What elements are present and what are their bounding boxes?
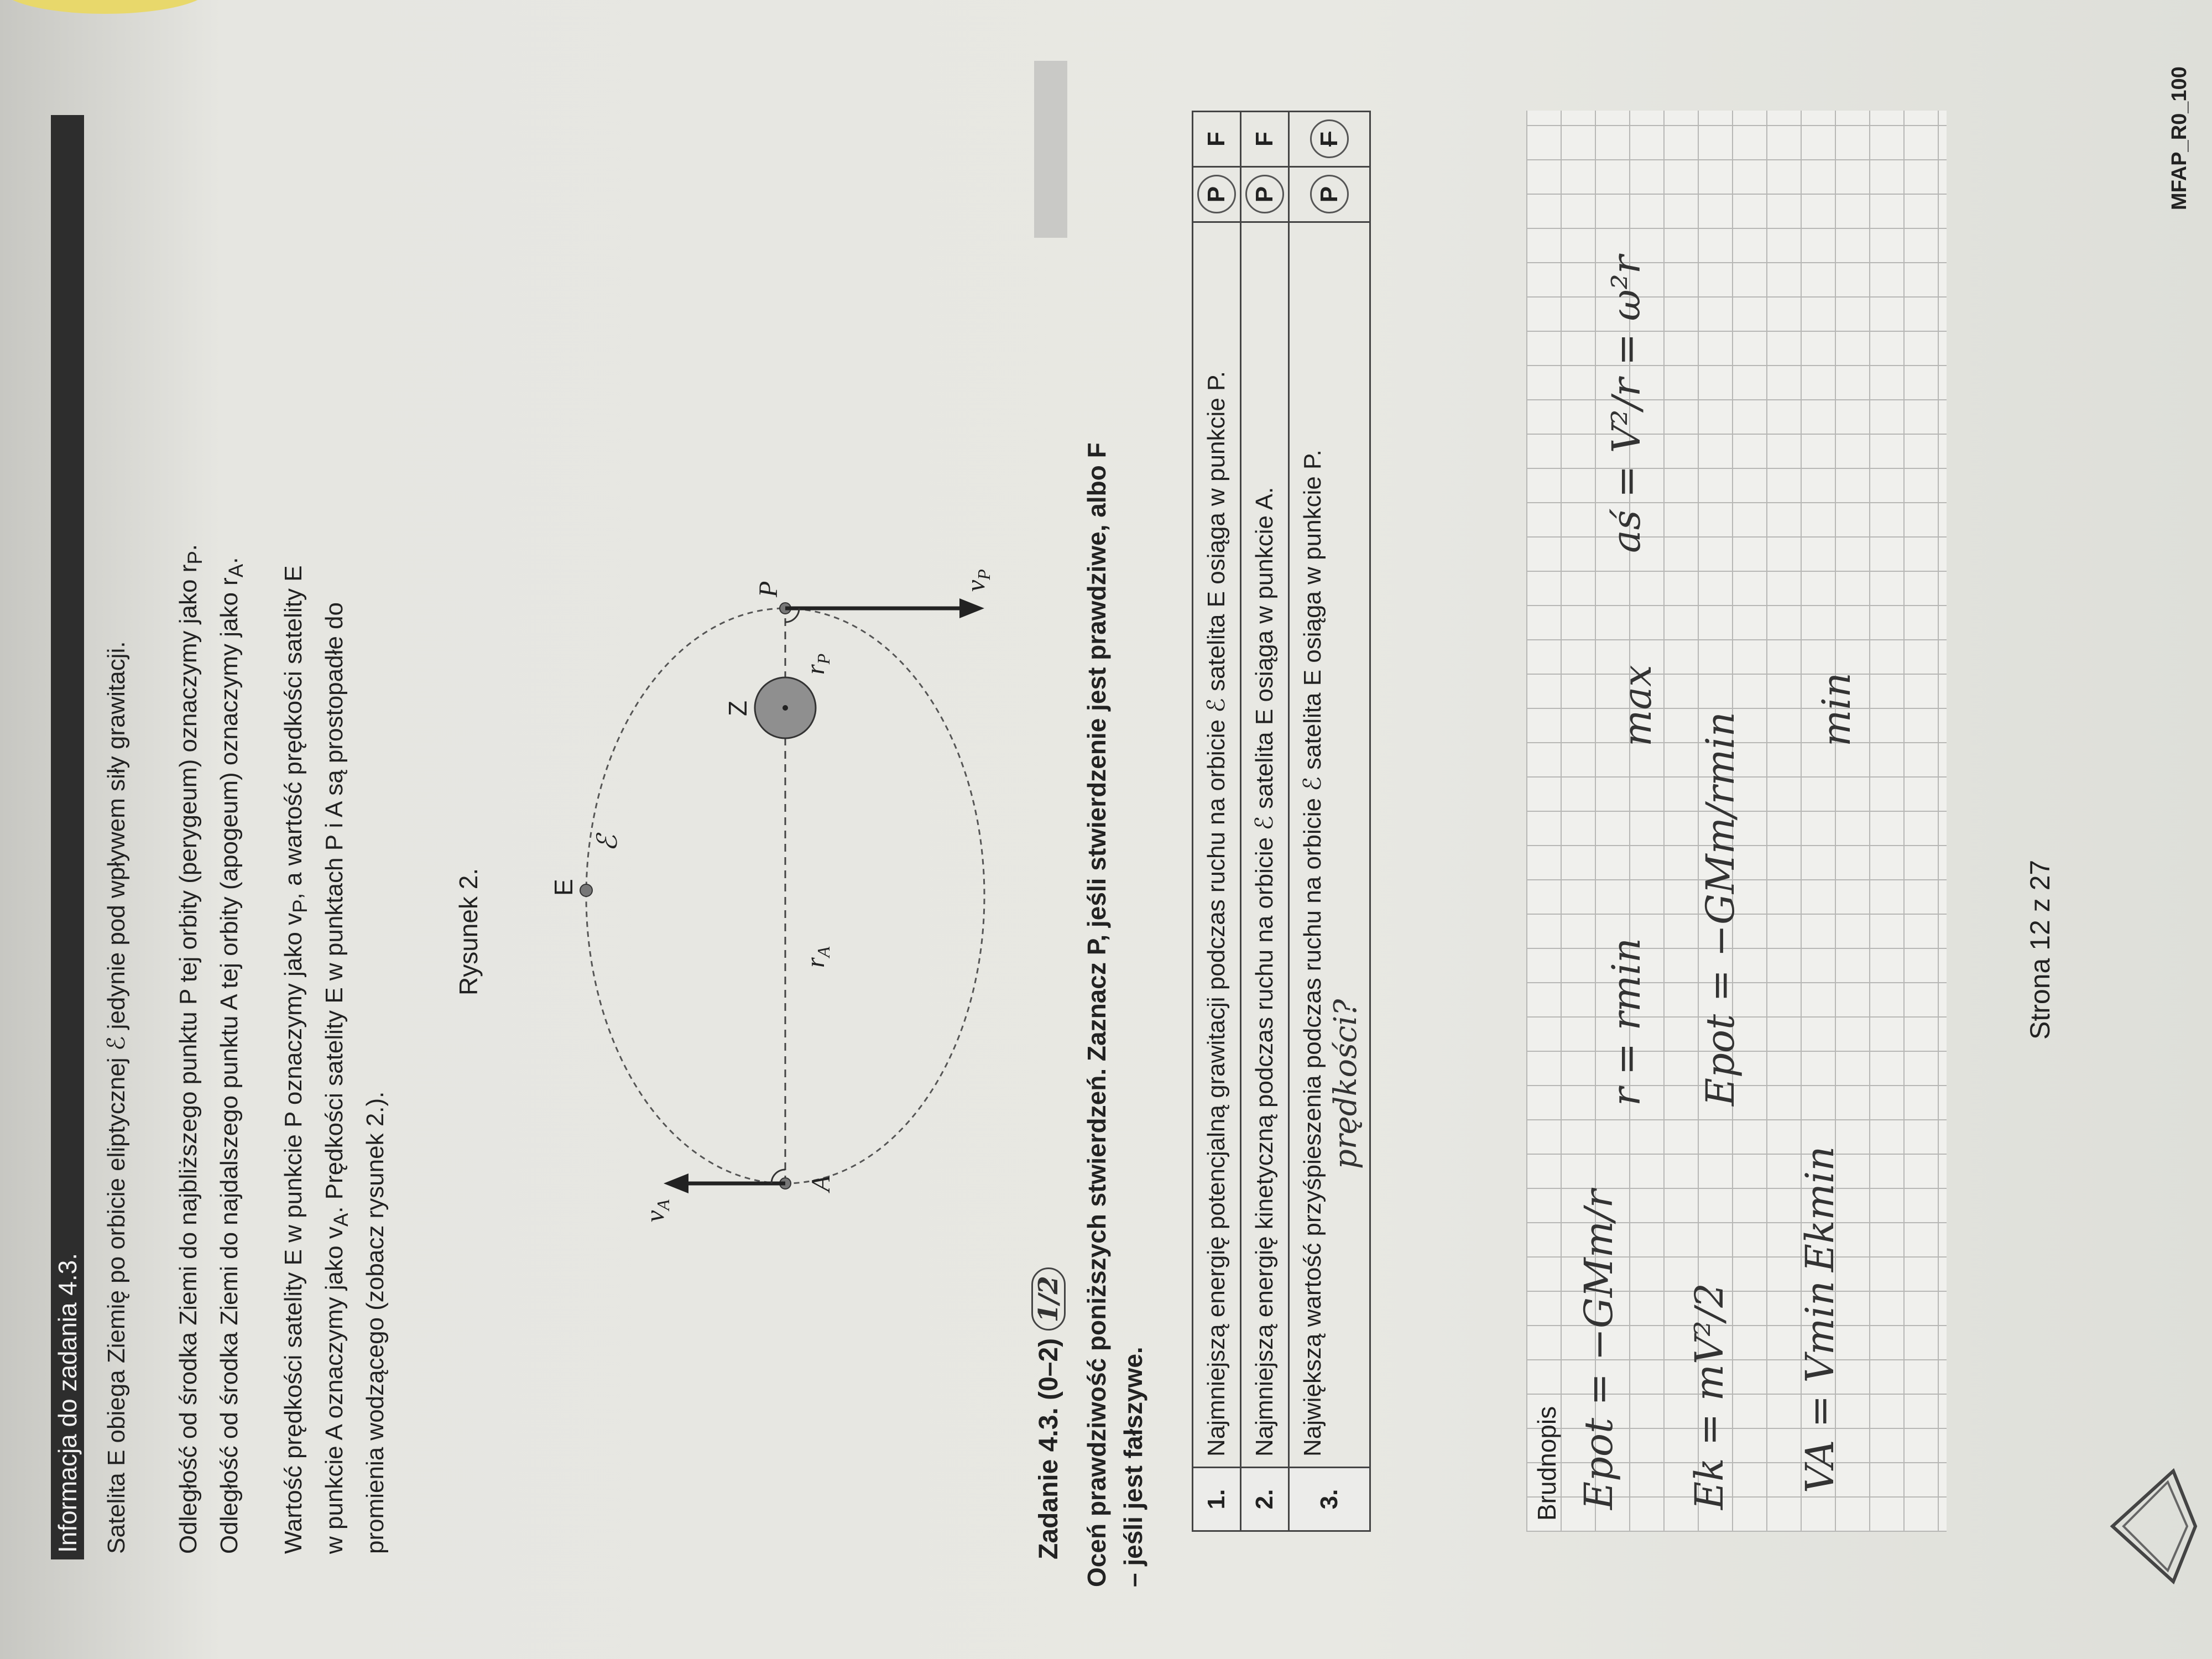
- statement-text: Największą wartość przyśpieszenia podczas ruchu na orbicie ℰ satelita E osiąga w punkcie P. prędkości?: [1289, 222, 1370, 1468]
- info-paragraph-3: Wartość prędkości satelity E w punkcie P oznaczymy jako $v_P$, a wartość prędkości satelity E w punkcie A oznaczymy jako $v_A$. Prędkości satelity E w punktach P i A są prostopadłe do promienia wodzącego (zobacz rysunek 2.).: [280, 565, 389, 1554]
- info-header: Informacja do zadania 4.3.: [51, 115, 84, 1559]
- table-row: [1193, 112, 1241, 1531]
- label-orbit: ℰ: [592, 834, 623, 852]
- handwritten-formula: VA = Vmin: [1797, 1281, 1843, 1493]
- handwritten-formula: Ek = mV²/2: [1687, 1283, 1732, 1510]
- handwritten-note: prędkości?: [1328, 999, 1364, 1169]
- page-number: Strona 12 z 27: [2025, 859, 2056, 1040]
- handwritten-score: 1/2: [1031, 1267, 1066, 1331]
- handwritten-formula: r = rmin: [1604, 938, 1649, 1106]
- statement-text: Najmniejszą energię potencjalną grawitacji podczas ruchu na orbicie ℰ satelita E osiąga w punkcie P.: [1193, 222, 1241, 1468]
- exam-code: MFAP_R0_100: [2168, 66, 2191, 210]
- label-rA: $r_A$: [801, 946, 833, 968]
- task-header-bar: [1034, 61, 1067, 238]
- label-Z: Z: [723, 700, 752, 716]
- label-E: E: [549, 879, 578, 896]
- option-F[interactable]: F: [1241, 112, 1289, 167]
- option-P[interactable]: P: [1241, 167, 1289, 222]
- handwritten-formula: Ekmin: [1797, 1146, 1843, 1272]
- row-number: 1.: [1193, 1468, 1241, 1531]
- label-vA: $v_A$: [640, 1199, 673, 1222]
- statement-text: Najmniejszą energię kinetyczną podczas ruchu na orbicie ℰ satelita E osiąga w punkcie A.: [1241, 222, 1289, 1468]
- handwritten-formula: aś = V²/r = ω²r: [1604, 255, 1649, 553]
- handwritten-formula: Epot = −GMm/r: [1576, 1189, 1621, 1510]
- earth-center: [782, 705, 788, 711]
- info-paragraph-1: Satelita E obiega Ziemię po orbicie eliptycznej ℰ jedynie pod wpływem siły grawitacji.: [103, 641, 130, 1554]
- figure-caption: Rysunek 2.: [454, 868, 483, 995]
- label-rP: $r_P$: [801, 653, 833, 675]
- orbit-figure: [498, 111, 1023, 1493]
- option-F[interactable]: F: [1193, 112, 1241, 167]
- task-title: Zadanie 4.3. (0–2) 1/2: [1033, 1267, 1064, 1559]
- cke-logo-icon: [2090, 1460, 2201, 1593]
- label-A: A: [806, 1175, 836, 1192]
- row-number: 3.: [1289, 1468, 1370, 1531]
- option-P[interactable]: P: [1193, 167, 1241, 222]
- statements-table: [1192, 111, 1371, 1532]
- table-row: [1241, 112, 1289, 1531]
- info-paragraph-2: Odległość od środka Ziemi do najbliższego punktu P tej orbity (perygeum) oznaczymy jako $r_P$. Odległość od środka Ziemi do najdalszego punktu A tej orbity (apogeum) oznaczymy jako $r_A$.: [175, 544, 247, 1554]
- satellite-E: [580, 884, 592, 896]
- option-F[interactable]: F: [1289, 112, 1370, 167]
- handwritten-formula: max: [1615, 665, 1660, 747]
- option-P[interactable]: P: [1289, 167, 1370, 222]
- draft-label: Brudnopis: [1532, 1406, 1561, 1521]
- label-P: P: [754, 581, 783, 597]
- handwritten-formula: min: [1814, 672, 1859, 747]
- task-instruction: Oceń prawdziwość poniższych stwierdzeń. Zaznacz P, jeśli stwierdzenie jest prawdziwe, albo F – jeśli jest fałszywe.: [1082, 442, 1147, 1587]
- row-number: 2.: [1241, 1468, 1289, 1531]
- label-vP: $v_P$: [961, 569, 994, 592]
- handwritten-formula: Epot = −GMm/rmin: [1698, 712, 1743, 1106]
- table-row: [1289, 112, 1370, 1531]
